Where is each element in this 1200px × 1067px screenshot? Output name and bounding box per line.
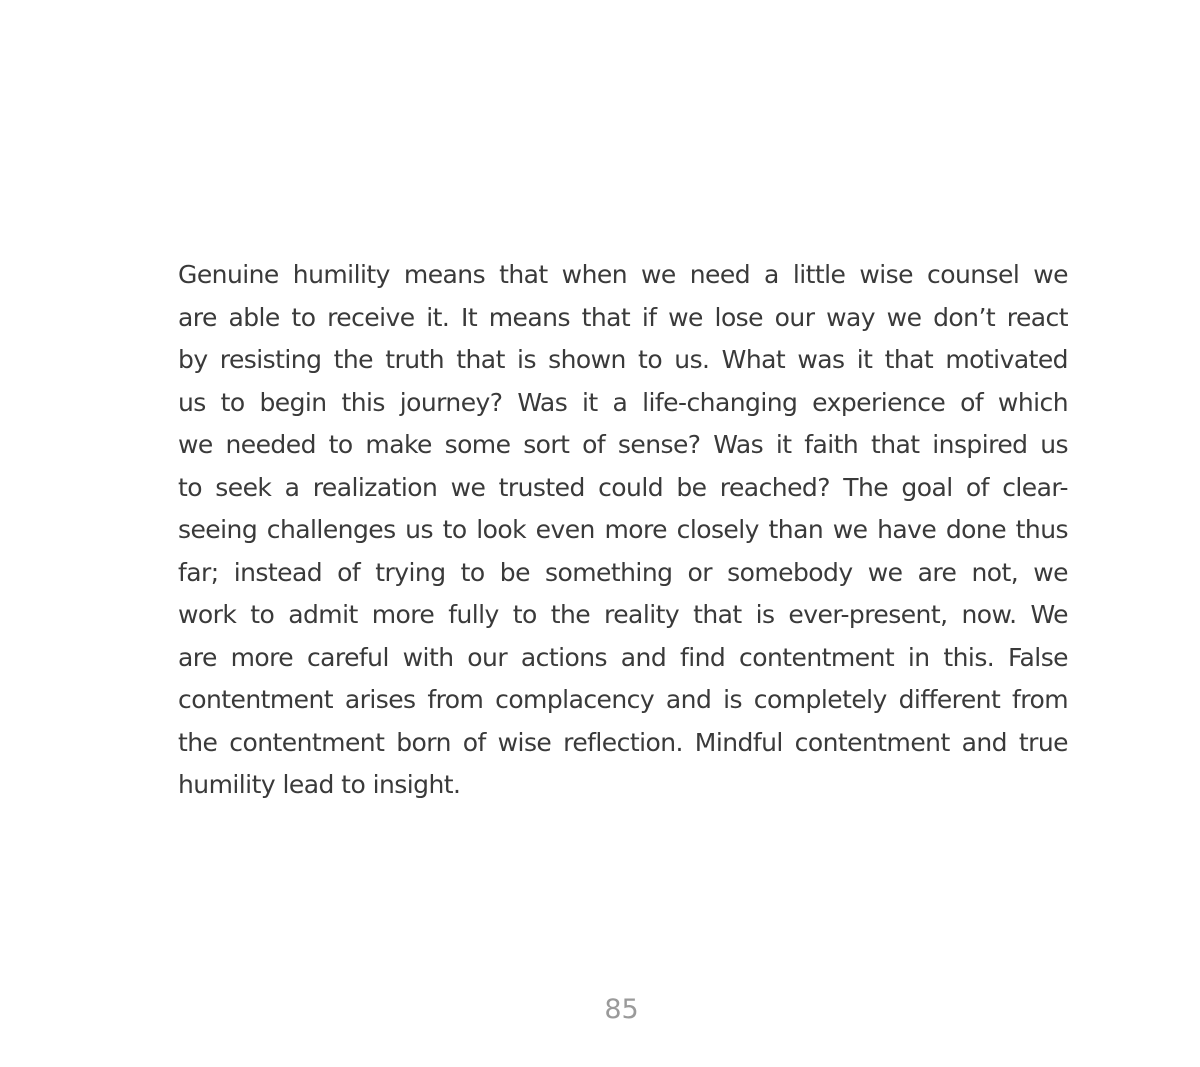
page-number: 85 (604, 994, 639, 1025)
paragraph-line: contentment arises from complacency and is completely different from (178, 685, 1068, 714)
paragraph-line: by resisting the truth that is shown to us. What was it that motivated (178, 345, 1068, 374)
paragraph-line: us to begin this journey? Was it a life-changing experience of which (178, 387, 1068, 417)
paragraph-line: Genuine humility means that when we need a little wise counsel we (178, 260, 1068, 289)
paragraph-line: seeing challenges us to look even more closely than we have done thus (178, 515, 1068, 544)
paragraph-line: far; instead of trying to be something or somebody we are not, we (178, 557, 1068, 587)
paragraph-line: are more careful with our actions and find contentment in this. False (178, 642, 1068, 672)
body-paragraph (178, 254, 1068, 807)
paragraph-line: the contentment born of wise reflection. Mindful contentment and true (178, 727, 1068, 757)
paragraph-line: are able to receive it. It means that if we lose our way we don’t react (178, 302, 1068, 332)
paragraph-line: we needed to make some sort of sense? Was it faith that inspired us (178, 430, 1068, 459)
paragraph-line: work to admit more fully to the reality that is ever-present, now. We (178, 600, 1068, 629)
paragraph-line: humility lead to insight. (178, 770, 461, 799)
paragraph-line: to seek a realization we trusted could be reached? The goal of clear- (178, 472, 1068, 502)
